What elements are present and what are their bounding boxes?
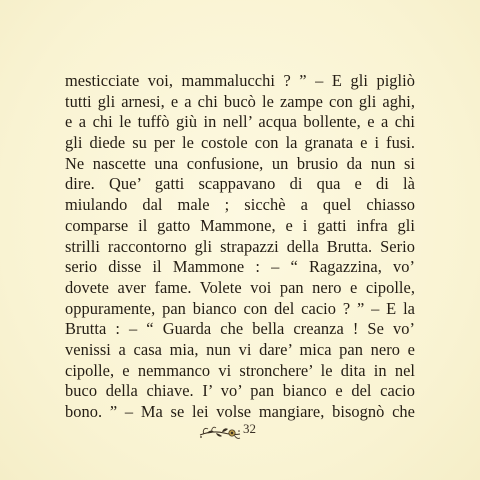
page-footer: [0, 418, 480, 448]
text-line: gli diede su per le costole con la granata e i fusi.: [65, 133, 415, 153]
text-line: miulando dal male ; sicchè a quel chiasso: [65, 195, 415, 215]
floral-vignette-icon: [198, 422, 242, 444]
text-line: venissi a casa mia, nun vi dare’ mica pan nero e: [65, 339, 415, 359]
text-line: Brutta : – “ Guarda che bella creanza ! Se vo’: [65, 319, 415, 339]
text-line: Ne nascette una confusione, un brusio da nun si: [65, 153, 415, 173]
text-line: cipolle, e nemmanco vi stronchere’ le dita in nel: [65, 360, 415, 380]
text-line: e a chi le tuffò giù in nell’ acqua bollente, e a chi: [65, 112, 415, 132]
text-line: mesticciate voi, mammalucchi ? ” – E gli pigliò: [65, 71, 415, 90]
text-line: tutti gli arnesi, e a chi bucò le zampe con gli aghi,: [65, 91, 415, 111]
page-body-text: [65, 71, 415, 423]
text-line: buco della chiave. I’ vo’ pan bianco e del cacio: [65, 381, 415, 401]
page-number: 32: [243, 421, 256, 436]
text-line: oppuramente, pan bianco con del cacio ? ” – E la: [65, 298, 415, 318]
text-line: dire. Que’ gatti scappavano di qua e di là: [65, 174, 415, 194]
text-line: bono. ” – Ma se lei volse mangiare, bisognò che: [65, 402, 415, 421]
text-line: serio disse il Mammone : – “ Ragazzina, vo’: [65, 257, 415, 277]
text-line: strilli raccontorno gli strapazzi della Brutta. Serio: [65, 236, 415, 256]
text-line: comparse il gatto Mammone, e i gatti infra gli: [65, 215, 415, 235]
text-line: dovete aver fame. Volete voi pan nero e cipolle,: [65, 277, 415, 297]
